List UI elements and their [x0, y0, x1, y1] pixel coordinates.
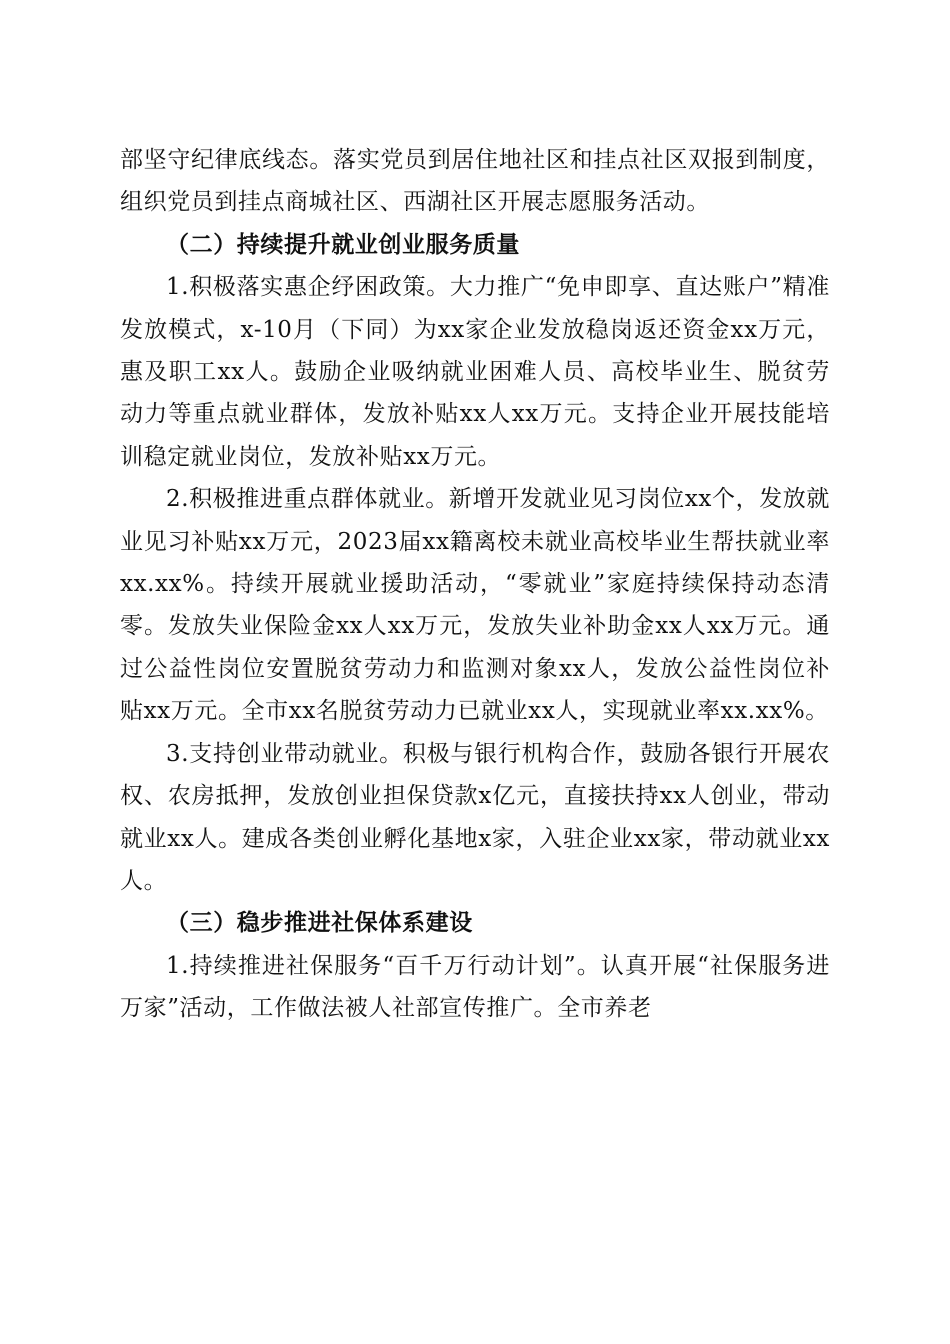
paragraph-entrepreneurship: 3.支持创业带动就业。积极与银行机构合作，鼓励各银行开展农权、农房抵押，发放创业担保贷款x亿元，直接扶持xx人创业，带动就业xx人。建成各类创业孵化基地x家，入驻企业xx家，带动就业xx人。: [120, 740, 830, 894]
section-heading-social-security: （三）稳步推进社保体系建设: [166, 910, 473, 937]
paragraph-policy: 1.积极落实惠企纾困政策。大力推广“免申即享、直达账户”精准发放模式，x-10月（下同）为xx家企业发放稳岗返还资金xx万元，惠及职工xx人。鼓励企业吸纳就业困难人员、高校毕业生、脱贫劳动力等重点就业群体，发放补贴xx人xx万元。支持企业开展技能培训稳定就业岗位，发放补贴xx万元。: [120, 274, 830, 470]
document-page: [120, 139, 830, 1030]
paragraph-key-groups: 2.积极推进重点群体就业。新增开发就业见习岗位xx个，发放就业见习补贴xx万元，2023届xx籍离校未就业高校毕业生帮扶就业率xx.xx%。持续开展就业援助活动，“零就业”家庭持续保持动态清零。发放失业保险金xx人xx万元，发放失业补助金xx人xx万元。通过公益性岗位安置脱贫劳动力和监测对象xx人，发放公益性岗位补贴xx万元。全市xx名脱贫劳动力已就业xx人，实现就业率xx.xx%。: [120, 486, 830, 725]
section-heading-employment: （二）持续提升就业创业服务质量: [166, 231, 520, 258]
paragraph-social-security-service: 1.持续推进社保服务“百千万行动计划”。认真开展“社保服务进万家”活动，工作做法被人社部宣传推广。全市养老: [120, 952, 830, 1022]
paragraph-continuation: 部坚守纪律底线态。落实党员到居住地社区和挂点社区双报到制度，组织党员到挂点商城社区、西湖社区开展志愿服务活动。: [120, 147, 830, 216]
